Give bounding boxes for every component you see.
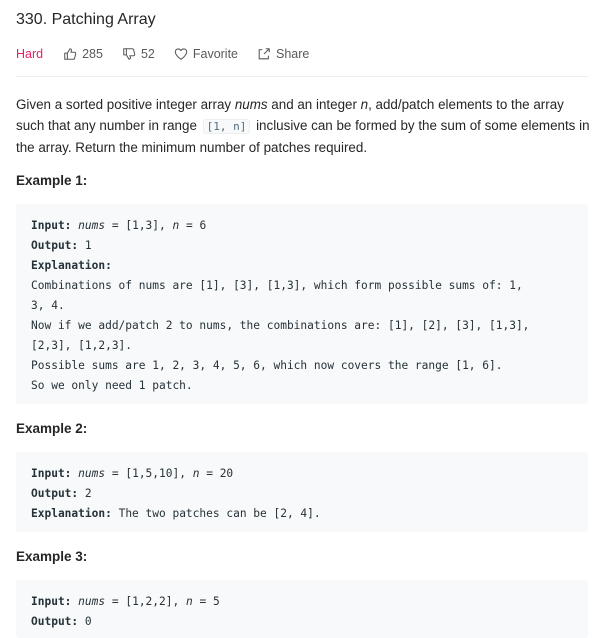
dislike-button[interactable] bbox=[122, 47, 155, 61]
input-var: n bbox=[172, 219, 180, 232]
input-var: n bbox=[192, 467, 200, 480]
heart-icon bbox=[174, 47, 188, 61]
example-2-block: Input: nums = [1,5,10], n = 20 Output: 2 Explanation: The two patches can be [2, 4]. bbox=[16, 452, 588, 532]
input-var: nums bbox=[78, 219, 106, 232]
thumbs-up-icon bbox=[63, 47, 77, 61]
input-value: 6 bbox=[199, 219, 207, 232]
like-button[interactable] bbox=[63, 47, 103, 61]
explanation-text: The two patches can be [2, 4]. bbox=[118, 507, 321, 520]
explanation-label: Explanation: bbox=[31, 259, 112, 272]
input-label: Input: bbox=[31, 219, 72, 232]
example-1-title: Example 1: bbox=[16, 173, 88, 188]
input-value: 20 bbox=[219, 467, 234, 480]
share-button[interactable] bbox=[257, 47, 309, 61]
input-value: [1,5,10] bbox=[125, 467, 180, 480]
input-value: [1,2,2] bbox=[125, 595, 173, 608]
explanation-line: Possible sums are 1, 2, 3, 4, 5, 6, which now covers the range [1, 6]. bbox=[31, 359, 503, 372]
explanation-line: Now if we add/patch 2 to nums, the combinations are: [1], [2], [3], [1,3], bbox=[31, 319, 530, 332]
share-icon bbox=[257, 47, 271, 61]
output-value: 0 bbox=[84, 615, 92, 628]
explanation-line: [2,3], [1,2,3]. bbox=[31, 339, 133, 352]
dislike-count: 52 bbox=[140, 47, 155, 61]
example-3-block: Input: nums = [1,2,2], n = 5 Output: 0 bbox=[16, 580, 588, 638]
share-label: Share bbox=[276, 47, 310, 61]
input-var: n bbox=[185, 595, 193, 608]
example-2-title: Example 2: bbox=[16, 421, 88, 436]
favorite-label: Favorite bbox=[192, 47, 239, 61]
output-value: 1 bbox=[84, 239, 92, 252]
divider bbox=[16, 76, 588, 77]
input-var: nums bbox=[78, 467, 106, 480]
description-text: , add/patch elements to the array such that any number in range bbox=[16, 97, 564, 133]
problem-meta-bar bbox=[16, 45, 328, 63]
explanation-line: Combinations of nums are [1], [3], [1,3], which form possible sums of: 1, bbox=[31, 279, 523, 292]
input-value: 5 bbox=[212, 595, 220, 608]
range-code: [1, n] bbox=[203, 119, 251, 134]
output-label: Output: bbox=[31, 239, 79, 252]
description-text: Given a sorted positive integer array bbox=[16, 97, 235, 112]
favorite-button[interactable] bbox=[174, 47, 238, 61]
explanation-line: So we only need 1 patch. bbox=[31, 379, 193, 392]
output-label: Output: bbox=[31, 615, 79, 628]
output-label: Output: bbox=[31, 487, 79, 500]
problem-description bbox=[16, 94, 591, 158]
input-value: [1,3] bbox=[125, 219, 160, 232]
description-var-nums: nums bbox=[234, 97, 268, 112]
input-label: Input: bbox=[31, 595, 72, 608]
problem-title: 330. Patching Array bbox=[16, 11, 156, 28]
thumbs-down-icon bbox=[122, 47, 136, 61]
output-value: 2 bbox=[84, 487, 92, 500]
like-count: 285 bbox=[82, 47, 103, 61]
explanation-label: Explanation: bbox=[31, 507, 112, 520]
description-text: inclusive can be formed by the sum of some elements in the array. Return the minimum number of patches required. bbox=[16, 118, 590, 155]
description-text: and an integer bbox=[267, 97, 361, 112]
description-var-n: n bbox=[360, 97, 369, 112]
input-var: nums bbox=[78, 595, 106, 608]
example-3-title: Example 3: bbox=[16, 549, 88, 564]
explanation-line: 3, 4. bbox=[31, 299, 65, 312]
input-label: Input: bbox=[31, 467, 72, 480]
example-1-block: Input: nums = [1,3], n = 6 Output: 1 Explanation: Combinations of nums are [1], [3], [1,3], which form possible sums of: 1, 3, 4. Now if we add/patch 2 to nums, the combinations are: [1], [2], [3], [1,3], [2,3], [1,2,3]. Possible sums are 1, 2, 3, 4, 5, 6, which now covers the range [1, 6]. So we only need 1 patch. bbox=[16, 204, 588, 404]
difficulty-badge: Hard bbox=[16, 47, 44, 61]
